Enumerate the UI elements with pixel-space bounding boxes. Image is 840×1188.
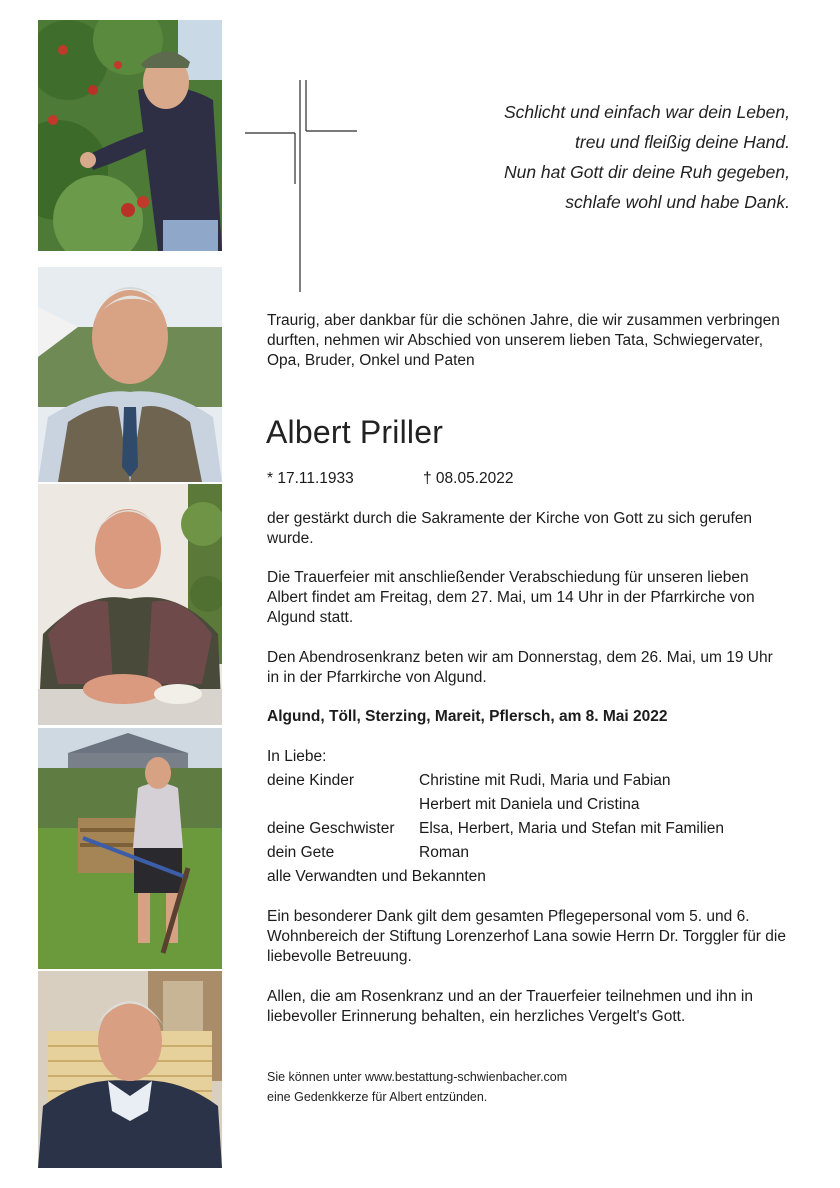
photo-garden xyxy=(38,728,222,969)
thanks-care-text: Ein besonderer Dank gilt dem gesamten Pflegepersonal vom 5. und 6. Wohnbereich der Stiftung Lorenzerhof Lana sowie Herrn Dr. Torggler für die liebevolle Betreuung. xyxy=(267,908,786,965)
mourner-row xyxy=(267,793,787,817)
cross-icon xyxy=(245,80,360,292)
poem-line: treu und fleißig deine Hand. xyxy=(575,132,790,152)
mourner-role: deine Geschwister xyxy=(267,820,395,837)
mourner-names: Elsa, Herbert, Maria und Stefan mit Familien xyxy=(419,820,724,837)
thanks-all-text: Allen, die am Rosenkranz und an der Trauerfeier teilnehmen und ihn in liebevoller Erinnerung behalten, ein herzliches Vergelt's Gott. xyxy=(267,988,753,1025)
mourners-closing-text: alle Verwandten und Bekannten xyxy=(267,868,486,885)
mourner-row xyxy=(267,817,787,841)
intro-text: Traurig, aber dankbar für die schönen Jahre, die wir zusammen verbringen durften, nehmen wir Abschied von unserem lieben Tata, Schwiegervater, Opa, Bruder, Onkel und Paten xyxy=(267,312,780,369)
poem-line: Nun hat Gott dir deine Ruh gegeben, xyxy=(503,162,790,182)
mourner-row xyxy=(267,841,787,865)
footer-line: Sie können unter www.bestattung-schwienbacher.com xyxy=(267,1070,568,1084)
footer-line: eine Gedenkkerze für Albert entzünden. xyxy=(267,1090,488,1104)
funeral-text: Die Trauerfeier mit anschließender Verabschiedung für unseren lieben Albert findet am Freitag, dem 27. Mai, um 14 Uhr in der Pfarrkirche von Algund statt. xyxy=(267,569,755,626)
mourners-heading-text: In Liebe: xyxy=(267,748,327,765)
photo-column xyxy=(38,20,222,1168)
photo-portrait-vest xyxy=(38,267,222,482)
birth-date: * 17.11.1933 xyxy=(267,470,354,487)
mourner-names: Herbert mit Daniela und Cristina xyxy=(419,796,640,813)
mourner-names: Christine mit Rudi, Maria und Fabian xyxy=(419,772,671,789)
deceased-name: Albert Priller xyxy=(266,414,444,450)
mourners-closing xyxy=(267,865,787,889)
mourner-role: deine Kinder xyxy=(267,772,355,789)
rosary-text: Den Abendrosenkranz beten wir am Donnerstag, dem 26. Mai, um 19 Uhr in in der Pfarrkirche von Algund. xyxy=(267,649,773,686)
sacraments-text: der gestärkt durch die Sakramente der Kirche von Gott zu sich gerufen wurde. xyxy=(267,510,753,547)
poem-line: schlafe wohl und habe Dank. xyxy=(565,192,790,212)
places-date: Algund, Töll, Sterzing, Mareit, Pflersch, am 8. Mai 2022 xyxy=(267,708,668,725)
photo-basket xyxy=(38,971,222,1168)
mourners-heading xyxy=(267,745,787,769)
poem-line: Schlicht und einfach war dein Leben, xyxy=(503,102,790,122)
poem xyxy=(410,97,790,217)
footer-note xyxy=(267,1067,567,1107)
mourners-list xyxy=(267,745,787,889)
photo-orchard xyxy=(38,20,222,251)
death-date: † 08.05.2022 xyxy=(423,470,514,487)
photo-seated xyxy=(38,484,222,725)
mourner-row xyxy=(267,769,787,793)
mourner-role: dein Gete xyxy=(267,844,335,861)
mourner-names: Roman xyxy=(419,844,469,861)
life-dates xyxy=(267,469,514,489)
